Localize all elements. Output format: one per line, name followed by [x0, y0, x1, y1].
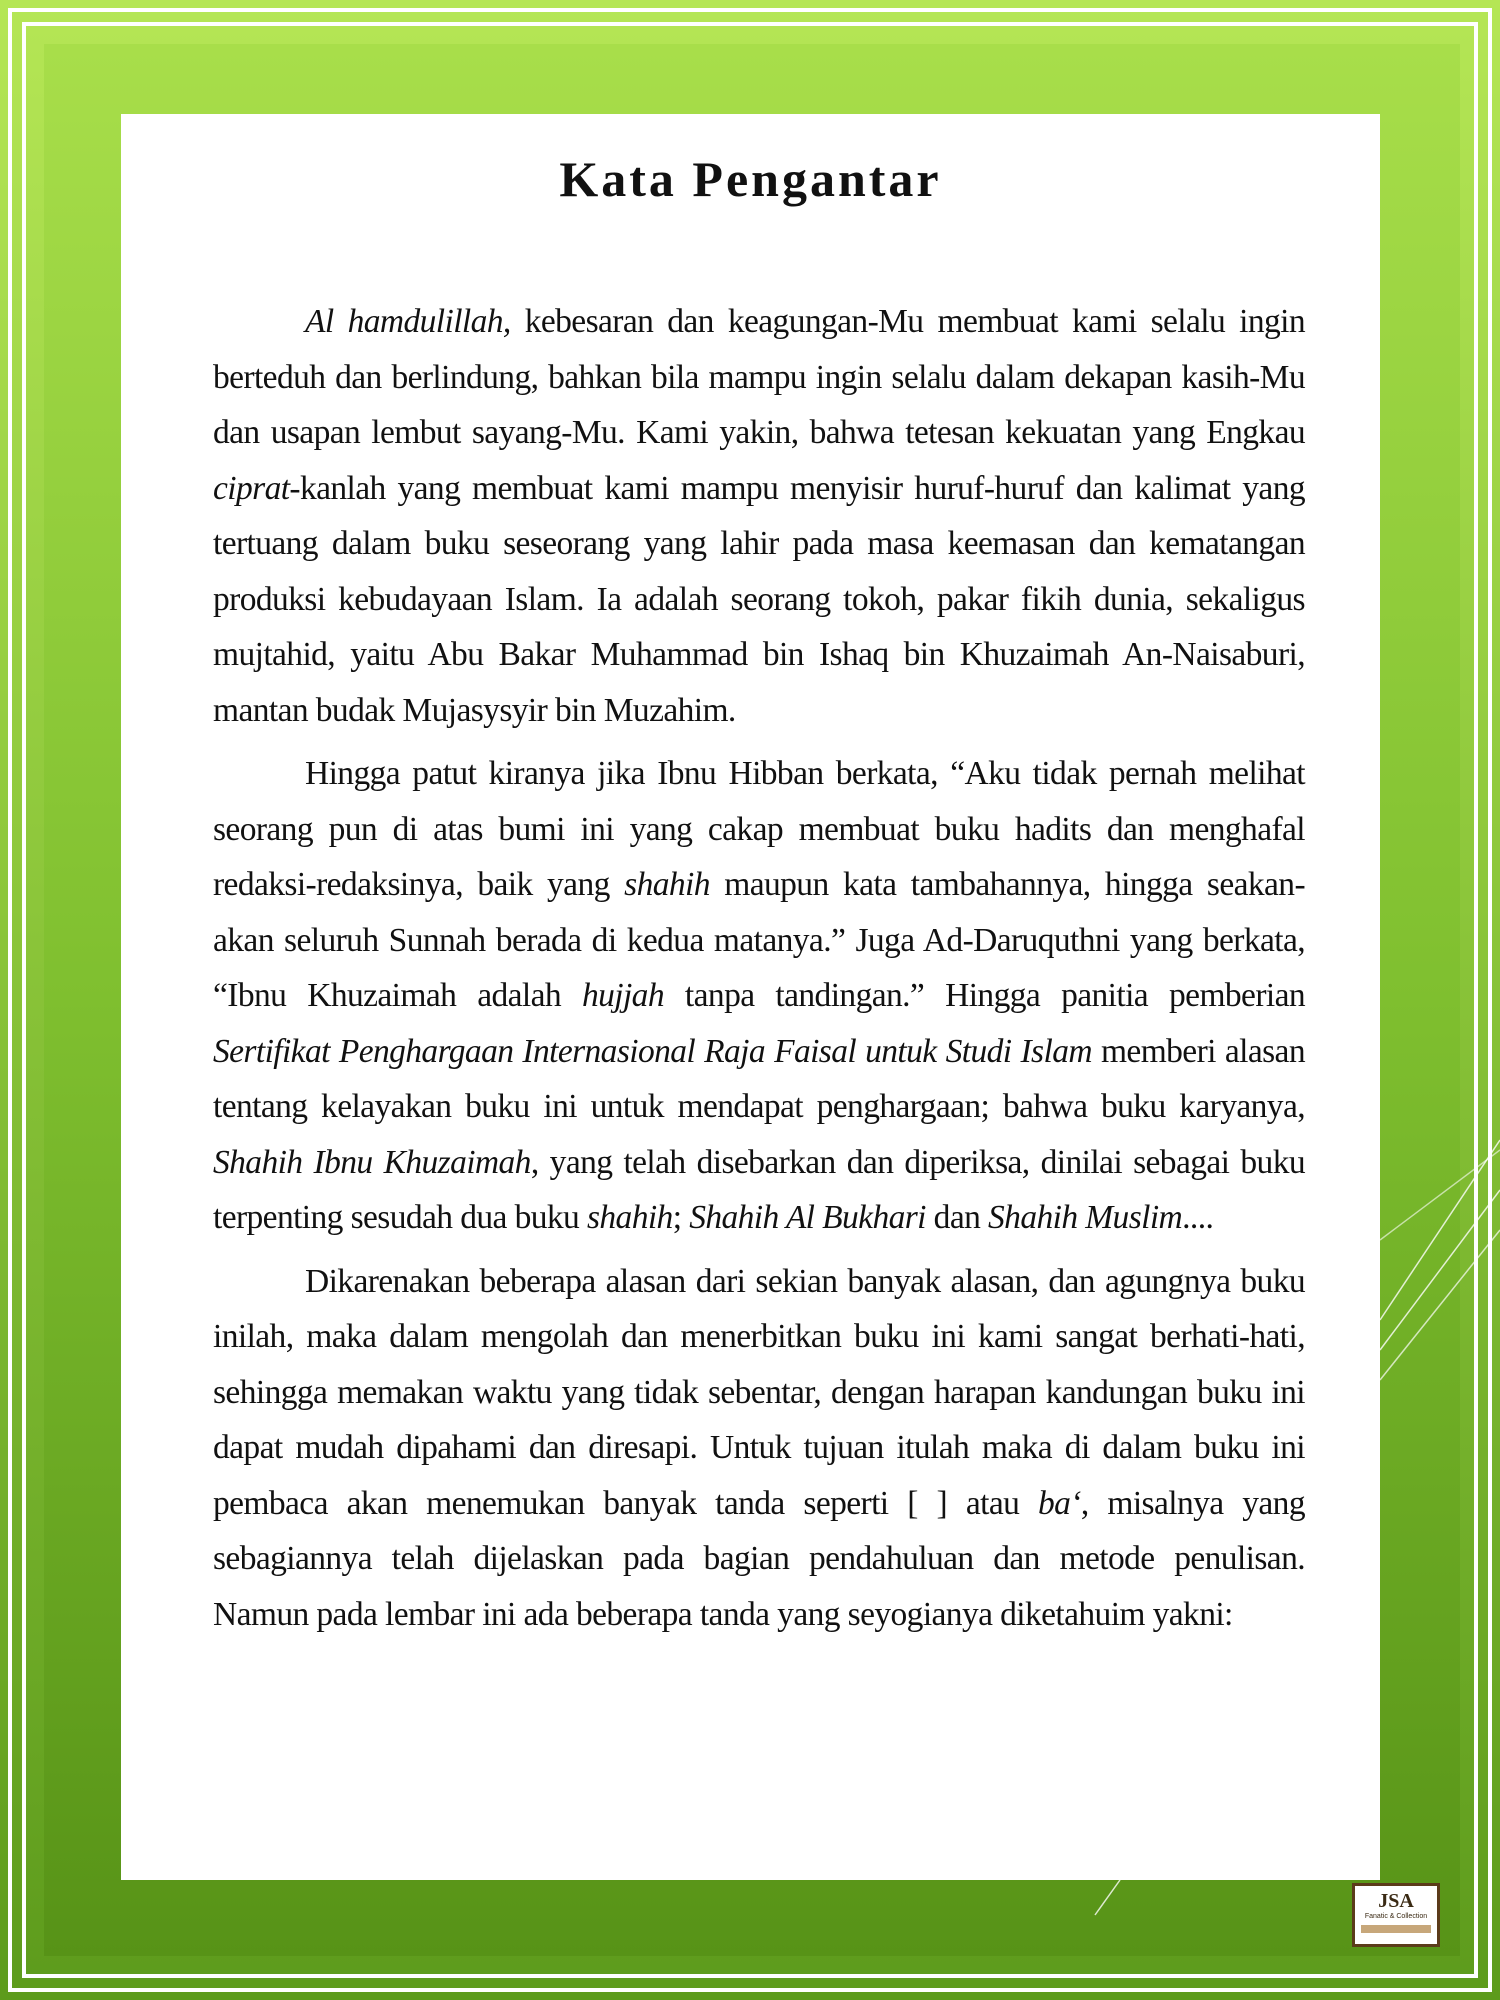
jsa-logo [1352, 1883, 1440, 1947]
document-page [121, 114, 1380, 1880]
logo-subtitle: Fanatic & Collection [1364, 1913, 1428, 1920]
logo-text: JSA [1378, 1890, 1414, 1912]
paragraph-3: Dikarenakan beberapa alasan dari sekian banyak alasan, dan agungnya buku inilah, maka dalam mengolah dan menerbitkan buku ini kami sangat berhati-hati, sehingga memakan waktu yang tidak sebentar, dengan harapan kandungan buku ini dapat mudah dipahami dan diresapi. Untuk tujuan itulah maka di dalam buku ini pembaca akan menemukan banyak tanda seperti [ ] atau ba‘, misalnya yang sebagiannya telah dijelaskan pada bagian pendahuluan dan metode penulisan. Namun pada lembar ini ada beberapa tanda yang seyogianya diketahuim yakni: [213, 1262, 1305, 1633]
paragraph-2: Hingga patut kiranya jika Ibnu Hibban berkata, “Aku tidak pernah melihat seorang pun di atas bumi ini yang cakap membuat buku hadits dan menghafal redaksi-redaksinya, baik yang shahih maupun kata tambahannya, hingga seakan-akan seluruh Sunnah berada di kedua matanya.” Juga Ad-Daruquthni yang berkata, “Ibnu Khuzaimah adalah hujjah tanpa tandingan.” Hingga panitia pemberian Sertifikat Penghargaan Internasional Raja Faisal untuk Studi Islam memberi alasan tentang kelayakan buku ini untuk mendapat penghargaan; bahwa buku karyanya, Shahih Ibnu Khuzaimah, yang telah disebarkan dan diperiksa, dinilai sebagai buku terpenting sesudah dua buku shahih; Shahih Al Bukhari dan Shahih Muslim.... [213, 755, 1305, 1236]
paragraph-1: Al hamdulillah, kebesaran dan keagungan-Mu membuat kami selalu ingin berteduh dan berlindung, bahkan bila mampu ingin selalu dalam dekapan kasih-Mu dan usapan lembut sayang-Mu. Kami yakin, bahwa tetesan kekuatan yang Engkau ciprat-kanlah yang membuat kami mampu menyisir huruf-huruf dan kalimat yang tertuang dalam buku seseorang yang lahir pada masa keemasan dan kematangan produksi kebudayaan Islam. Ia adalah seorang tokoh, pakar fikih dunia, sekaligus mujtahid, yaitu Abu Bakar Muhammad bin Ishaq bin Khuzaimah An-Naisaburi, mantan budak Mujasysyir bin Muzahim. [213, 303, 1305, 729]
body-text [213, 294, 1305, 1650]
logo-bar [1361, 1925, 1431, 1933]
page-title: Kata Pengantar [559, 151, 942, 207]
